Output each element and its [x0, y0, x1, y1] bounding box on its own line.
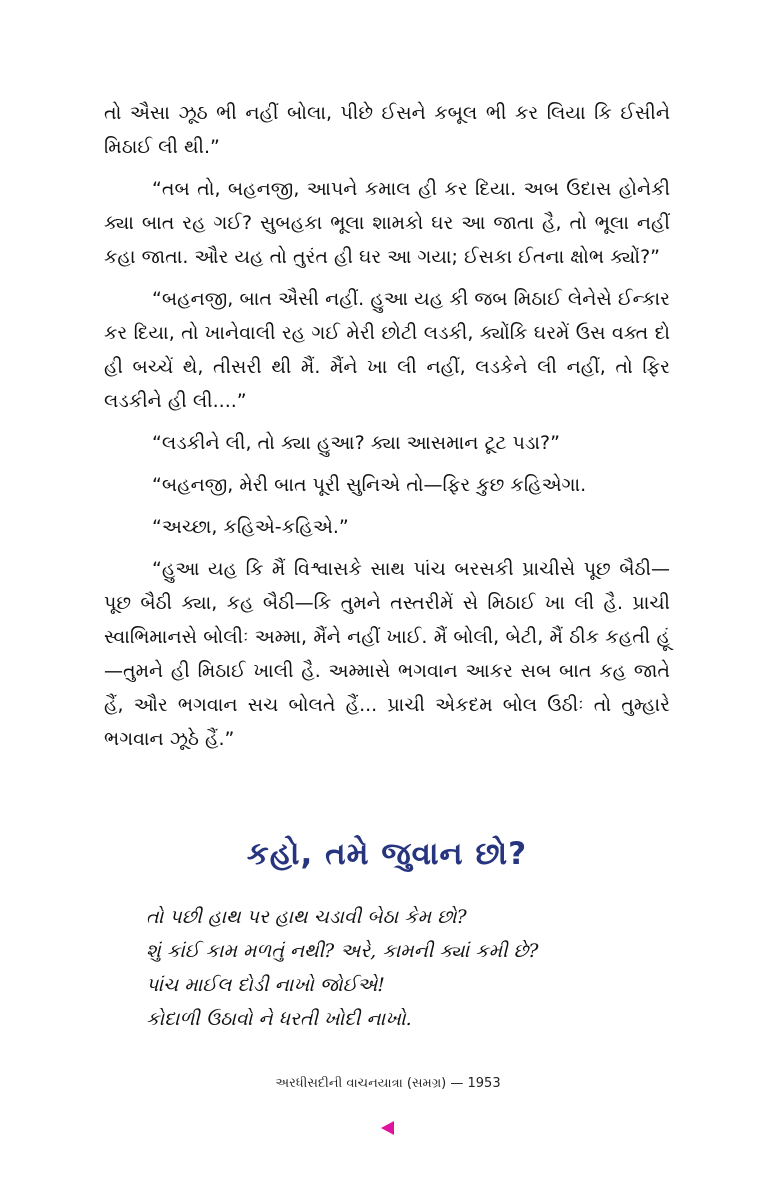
- paragraph-2: “તબ તો, બહનજી, આપને કમાલ હી કર દિયા. અબ ઉદાસ હોનેકી ક્યા બાત રહ ગઈ? સુબહકા ભૂલા શામકો ઘર આ જાતા હૈ, તો ભૂલા નહીં કહા જાતા. ઔર યહ તો તુરંત હી ઘર આ ગયા; ઈસકા ઈતના ક્ષોભ ક્યોં?”: [104, 178, 670, 268]
- page-footer: અરધીસદીની વાચનયાત્રા (સમગ્ર) — 1953: [275, 1076, 501, 1091]
- paragraph-4: “લડકીને લી, તો ક્યા હુઆ? ક્યા આસમાન ટૂટ પડા?”: [152, 432, 560, 454]
- body-text: [104, 96, 670, 764]
- poem-line: શું કાંઈ કામ મળતું નથી? અરે, કામની ક્યાં કમી છે?: [146, 940, 539, 962]
- paragraph-6: “અચ્છા, કહિએ-કહિએ.”: [152, 516, 349, 538]
- poem-line: પાંચ માઈલ દોડી નાખો જોઈએ!: [146, 974, 385, 996]
- poem-line: તો પછી હાથ પર હાથ ચડાવી બેઠા કેમ છો?: [146, 906, 467, 928]
- section-heading: કહો, તમે જુવાન છો?: [246, 836, 528, 872]
- paragraph-1: તો ઐસા ઝૂઠ ભી નહીં બોલા, પીછે ઈસને કબૂલ ભી કર લિયા કિ ઈસીને મિઠાઈ લી થી.”: [104, 102, 670, 158]
- paragraph-7: “હુઆ યહ કિ મૈં વિશ્વાસકે સાથ પાંચ બરસકી પ્રાચીસે પૂછ બૈઠી—પૂછ બૈઠી ક્યા, કહ બૈઠી—કિ તુમને તસ્તરીમેં સે મિઠાઈ ખા લી હૈ. પ્રાચી સ્વાભિમાનસે બોલીઃ અમ્મા, મૈંને નહીં ખાઈ. મૈં બોલી, બેટી, મૈં ઠીક કહતી હૂં—તુમને હી મિઠાઈ ખાલી હૈ. અમ્માસે ભગવાન આકર સબ બાત કહ જાતે હૈં, ઔર ભગવાન સચ બોલતે હૈં... પ્રાચી એકદમ બોલ ઉઠીઃ તો તુમ્હારે ભગવાન ઝૂઠે હૈં.”: [104, 558, 670, 750]
- paragraph-3: “બહનજી, બાત ઐસી નહીં. હુઆ યહ કી જબ મિઠાઈ લેનેસે ઈન્કાર કર દિયા, તો ખાનેવાલી રહ ગઈ મેરી છોટી લડકી, ક્યોંકિ ઘરમેં ઉસ વક્ત દો હી બચ્ચેં થે, તીસરી થી મૈં. મૈંને ખા લી નહીં, લડકેને લી નહીં, તો ફિર લડકીને હી લી....”: [104, 288, 670, 412]
- poem-line: કોદાળી ઉઠાવો ને ધરતી ખોદી નાખો.: [146, 1008, 412, 1030]
- paragraph-5: “બહનજી, મેરી બાત પૂરી સુનિએ તો—ફિર કુછ કહિએગા.: [152, 474, 587, 496]
- left-triangle-icon[interactable]: [381, 1121, 394, 1135]
- poem: [146, 900, 666, 1036]
